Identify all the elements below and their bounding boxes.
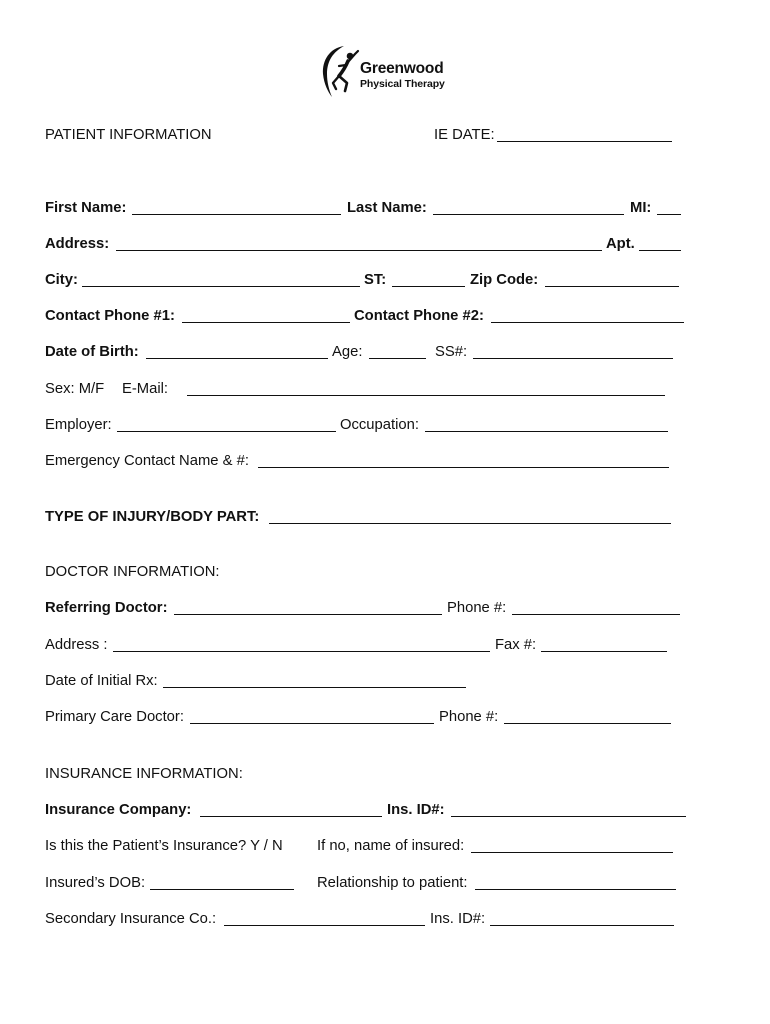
relationship-label: Relationship to patient: [317, 875, 468, 891]
fax-field[interactable] [541, 636, 667, 652]
state-label: ST: [364, 272, 387, 288]
employer-row [0, 416, 770, 434]
contact-phone-2-field[interactable] [491, 307, 684, 323]
apt-label: Apt. [606, 236, 635, 252]
insured-dob-row [0, 874, 770, 892]
doctor-address-label: Address : [45, 637, 108, 653]
contact-phone-1-field[interactable] [182, 307, 350, 323]
last-name-label: Last Name: [347, 200, 427, 216]
injury-field[interactable] [269, 508, 671, 524]
fax-label: Fax #: [495, 637, 537, 653]
state-field[interactable] [392, 271, 465, 287]
relationship-field[interactable] [475, 874, 676, 890]
doctor-information-header-row [0, 563, 770, 581]
address-row [0, 235, 770, 253]
sex-email-row [0, 380, 770, 398]
insurance-company-label: Insurance Company: [45, 802, 192, 818]
occupation-field[interactable] [425, 416, 668, 432]
date-of-birth-field[interactable] [146, 343, 328, 359]
address-field[interactable] [116, 235, 602, 251]
patient-information-heading: PATIENT INFORMATION [45, 127, 212, 143]
logo-subtitle: Physical Therapy [360, 78, 445, 90]
emergency-contact-row [0, 452, 770, 470]
employer-field[interactable] [117, 416, 336, 432]
injury-label: TYPE OF INJURY/BODY PART: [45, 509, 260, 525]
secondary-ins-id-field[interactable] [490, 910, 674, 926]
mi-label: MI: [630, 200, 652, 216]
doctor-address-field[interactable] [113, 636, 490, 652]
date-of-birth-label: Date of Birth: [45, 344, 139, 360]
last-name-field[interactable] [433, 199, 624, 215]
emergency-contact-field[interactable] [258, 452, 669, 468]
insured-dob-label: Insured’s DOB: [45, 875, 146, 891]
email-label: E-Mail: [122, 381, 169, 397]
insurance-company-row [0, 801, 770, 819]
secondary-insurance-label: Secondary Insurance Co.: [45, 911, 217, 927]
referring-phone-field[interactable] [512, 599, 680, 615]
secondary-insurance-field[interactable] [224, 910, 425, 926]
logo-brand-name: Greenwood [360, 60, 444, 77]
referring-phone-label: Phone #: [447, 600, 507, 616]
referring-doctor-field[interactable] [174, 599, 442, 615]
first-name-label: First Name: [45, 200, 127, 216]
logo [318, 44, 453, 100]
address-label: Address: [45, 236, 110, 252]
city-field[interactable] [82, 271, 360, 287]
ins-id-label: Ins. ID#: [387, 802, 445, 818]
primary-care-row [0, 708, 770, 726]
first-name-field[interactable] [132, 199, 341, 215]
name-of-insured-field[interactable] [471, 837, 673, 853]
ie-date-field[interactable] [497, 126, 672, 142]
apt-field[interactable] [639, 235, 681, 251]
primary-care-doctor-field[interactable] [190, 708, 434, 724]
insurance-information-header-row [0, 765, 770, 783]
injury-row [0, 508, 770, 526]
city-label: City: [45, 272, 78, 288]
ins-id-field[interactable] [451, 801, 686, 817]
occupation-label: Occupation: [340, 417, 419, 433]
logo-figure-icon [318, 44, 362, 100]
birth-row [0, 343, 770, 361]
patient-information-header-row [0, 126, 770, 144]
insurance-information-heading: INSURANCE INFORMATION: [45, 766, 243, 782]
mi-field[interactable] [657, 199, 681, 215]
contact-phone-2-label: Contact Phone #2: [354, 308, 484, 324]
is-patients-insurance-label: Is this the Patient’s Insurance? Y / N [45, 838, 283, 854]
doctor-address-row [0, 636, 770, 654]
name-row [0, 199, 770, 217]
referring-doctor-row [0, 599, 770, 617]
contact-phone-row [0, 307, 770, 325]
name-of-insured-label: If no, name of insured: [317, 838, 465, 854]
email-field[interactable] [187, 380, 665, 396]
sex-label: Sex: M/F [45, 381, 105, 397]
age-label: Age: [332, 344, 363, 360]
insured-dob-field[interactable] [150, 874, 294, 890]
patients-insurance-row [0, 837, 770, 855]
age-field[interactable] [369, 343, 426, 359]
date-of-initial-rx-field[interactable] [163, 672, 466, 688]
city-row [0, 271, 770, 289]
primary-care-doctor-label: Primary Care Doctor: [45, 709, 184, 725]
primary-care-phone-field[interactable] [504, 708, 671, 724]
secondary-insurance-row [0, 910, 770, 928]
insurance-company-field[interactable] [200, 801, 382, 817]
ssn-field[interactable] [473, 343, 673, 359]
primary-care-phone-label: Phone #: [439, 709, 499, 725]
date-of-initial-rx-label: Date of Initial Rx: [45, 673, 158, 689]
referring-doctor-label: Referring Doctor: [45, 600, 168, 616]
emergency-contact-label: Emergency Contact Name & #: [45, 453, 249, 469]
zip-code-field[interactable] [545, 271, 679, 287]
secondary-ins-id-label: Ins. ID#: [430, 911, 486, 927]
ssn-label: SS#: [435, 344, 468, 360]
employer-label: Employer: [45, 417, 112, 433]
initial-rx-row [0, 672, 770, 690]
doctor-information-heading: DOCTOR INFORMATION: [45, 564, 220, 580]
contact-phone-1-label: Contact Phone #1: [45, 308, 175, 324]
zip-code-label: Zip Code: [470, 272, 539, 288]
ie-date-label: IE DATE: [434, 127, 495, 143]
